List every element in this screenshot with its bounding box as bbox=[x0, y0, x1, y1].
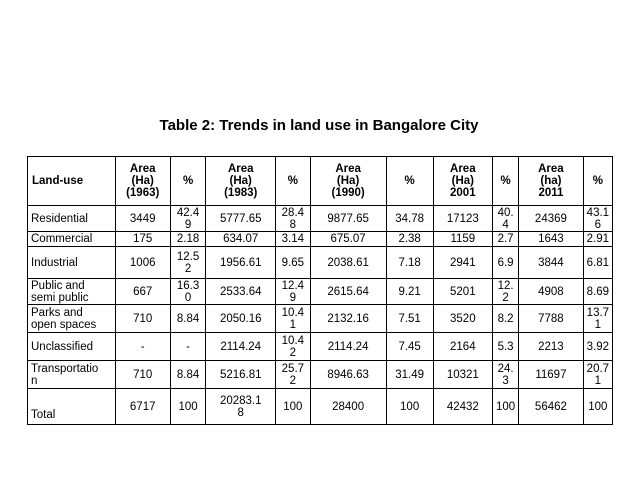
table-cell: 7788 bbox=[519, 305, 584, 333]
table-cell: 17123 bbox=[433, 206, 492, 232]
table-cell: 5777.65 bbox=[206, 206, 276, 232]
table-cell: 2132.16 bbox=[310, 305, 386, 333]
table-cell: 100 bbox=[276, 389, 310, 425]
table-cell: 675.07 bbox=[310, 232, 386, 247]
table-cell: 2.38 bbox=[386, 232, 433, 247]
column-header: Area (Ha) (1990) bbox=[310, 157, 386, 206]
table-row bbox=[28, 361, 613, 389]
table-row bbox=[28, 279, 613, 305]
table-cell: 8.2 bbox=[493, 305, 519, 333]
table-cell: 6717 bbox=[115, 389, 170, 425]
table-cell: 16.3 0 bbox=[170, 279, 205, 305]
column-header: % bbox=[170, 157, 205, 206]
table-cell: 2114.24 bbox=[310, 333, 386, 361]
column-header: % bbox=[493, 157, 519, 206]
table-cell: 2.7 bbox=[493, 232, 519, 247]
table-cell: 28.4 8 bbox=[276, 206, 310, 232]
table-cell: 710 bbox=[115, 361, 170, 389]
table-cell: 2213 bbox=[519, 333, 584, 361]
table-cell: 42432 bbox=[433, 389, 492, 425]
table-cell: 10.4 2 bbox=[276, 333, 310, 361]
table-cell: 710 bbox=[115, 305, 170, 333]
table-cell: 175 bbox=[115, 232, 170, 247]
table-cell: 20283.1 8 bbox=[206, 389, 276, 425]
table-cell: 2533.64 bbox=[206, 279, 276, 305]
table-cell: 667 bbox=[115, 279, 170, 305]
table-cell: 5201 bbox=[433, 279, 492, 305]
table-cell: 7.18 bbox=[386, 247, 433, 279]
table-cell: 31.49 bbox=[386, 361, 433, 389]
column-header: Area (Ha) (1963) bbox=[115, 157, 170, 206]
table-cell: 12.4 9 bbox=[276, 279, 310, 305]
column-header: Area (Ha) (1983) bbox=[206, 157, 276, 206]
table-cell: 3.14 bbox=[276, 232, 310, 247]
table-cell: 7.51 bbox=[386, 305, 433, 333]
column-header: Area (Ha) 2001 bbox=[433, 157, 492, 206]
table-cell: 9877.65 bbox=[310, 206, 386, 232]
table-cell: 11697 bbox=[519, 361, 584, 389]
land-use-table bbox=[27, 156, 613, 425]
table-cell: 40. 4 bbox=[493, 206, 519, 232]
land-use-label: Public and semi public bbox=[28, 279, 116, 305]
table-cell: 2.91 bbox=[583, 232, 612, 247]
table-cell: 2038.61 bbox=[310, 247, 386, 279]
land-use-label: Transportatio n bbox=[28, 361, 116, 389]
column-header: % bbox=[276, 157, 310, 206]
table-cell: 8.69 bbox=[583, 279, 612, 305]
land-use-label: Total bbox=[28, 389, 116, 425]
table-cell: 12. 2 bbox=[493, 279, 519, 305]
table-cell: 3844 bbox=[519, 247, 584, 279]
table-row bbox=[28, 389, 613, 425]
table-cell: 6.9 bbox=[493, 247, 519, 279]
table-cell: 3449 bbox=[115, 206, 170, 232]
table-cell: 24. 3 bbox=[493, 361, 519, 389]
table-cell: 12.5 2 bbox=[170, 247, 205, 279]
table-cell: 8.84 bbox=[170, 305, 205, 333]
table-body bbox=[28, 206, 613, 425]
land-use-label: Unclassified bbox=[28, 333, 116, 361]
table-cell: 10.4 1 bbox=[276, 305, 310, 333]
table-row bbox=[28, 305, 613, 333]
table-row bbox=[28, 206, 613, 232]
land-use-label: Industrial bbox=[28, 247, 116, 279]
table-row bbox=[28, 232, 613, 247]
table-row bbox=[28, 247, 613, 279]
table-cell: 100 bbox=[170, 389, 205, 425]
column-header: Area (ha) 2011 bbox=[519, 157, 584, 206]
land-use-label: Commercial bbox=[28, 232, 116, 247]
table-cell: 2050.16 bbox=[206, 305, 276, 333]
table-cell: 1159 bbox=[433, 232, 492, 247]
table-cell: 6.81 bbox=[583, 247, 612, 279]
table-cell: 3520 bbox=[433, 305, 492, 333]
header-row bbox=[28, 157, 613, 206]
table-cell: 2941 bbox=[433, 247, 492, 279]
table-cell: 2114.24 bbox=[206, 333, 276, 361]
table-cell: 25.7 2 bbox=[276, 361, 310, 389]
table-cell: 13.7 1 bbox=[583, 305, 612, 333]
table-cell: 8.84 bbox=[170, 361, 205, 389]
table-cell: 1006 bbox=[115, 247, 170, 279]
table-cell: 100 bbox=[386, 389, 433, 425]
table-cell: 634.07 bbox=[206, 232, 276, 247]
table-cell: 8946.63 bbox=[310, 361, 386, 389]
land-use-label: Parks and open spaces bbox=[28, 305, 116, 333]
column-header-land-use: Land-use bbox=[28, 157, 116, 206]
table-cell: 9.21 bbox=[386, 279, 433, 305]
table-cell: 5216.81 bbox=[206, 361, 276, 389]
table-cell: 9.65 bbox=[276, 247, 310, 279]
table-cell: 2615.64 bbox=[310, 279, 386, 305]
table-cell: 43.1 6 bbox=[583, 206, 612, 232]
table-cell: 20.7 1 bbox=[583, 361, 612, 389]
table-cell: 100 bbox=[493, 389, 519, 425]
table-title: Table 2: Trends in land use in Bangalore City bbox=[159, 117, 479, 134]
table-cell: 4908 bbox=[519, 279, 584, 305]
table-row bbox=[28, 333, 613, 361]
table-cell: 56462 bbox=[519, 389, 584, 425]
land-use-label: Residential bbox=[28, 206, 116, 232]
table-cell: 5.3 bbox=[493, 333, 519, 361]
table-cell: - bbox=[170, 333, 205, 361]
column-header: % bbox=[386, 157, 433, 206]
table-cell: - bbox=[115, 333, 170, 361]
table-cell: 1956.61 bbox=[206, 247, 276, 279]
table-cell: 24369 bbox=[519, 206, 584, 232]
table-cell: 28400 bbox=[310, 389, 386, 425]
table-cell: 42.4 9 bbox=[170, 206, 205, 232]
column-header: % bbox=[583, 157, 612, 206]
table-cell: 7.45 bbox=[386, 333, 433, 361]
table-cell: 10321 bbox=[433, 361, 492, 389]
table-cell: 3.92 bbox=[583, 333, 612, 361]
table-cell: 2164 bbox=[433, 333, 492, 361]
table-cell: 100 bbox=[583, 389, 612, 425]
table-cell: 1643 bbox=[519, 232, 584, 247]
table-cell: 34.78 bbox=[386, 206, 433, 232]
table-cell: 2.18 bbox=[170, 232, 205, 247]
